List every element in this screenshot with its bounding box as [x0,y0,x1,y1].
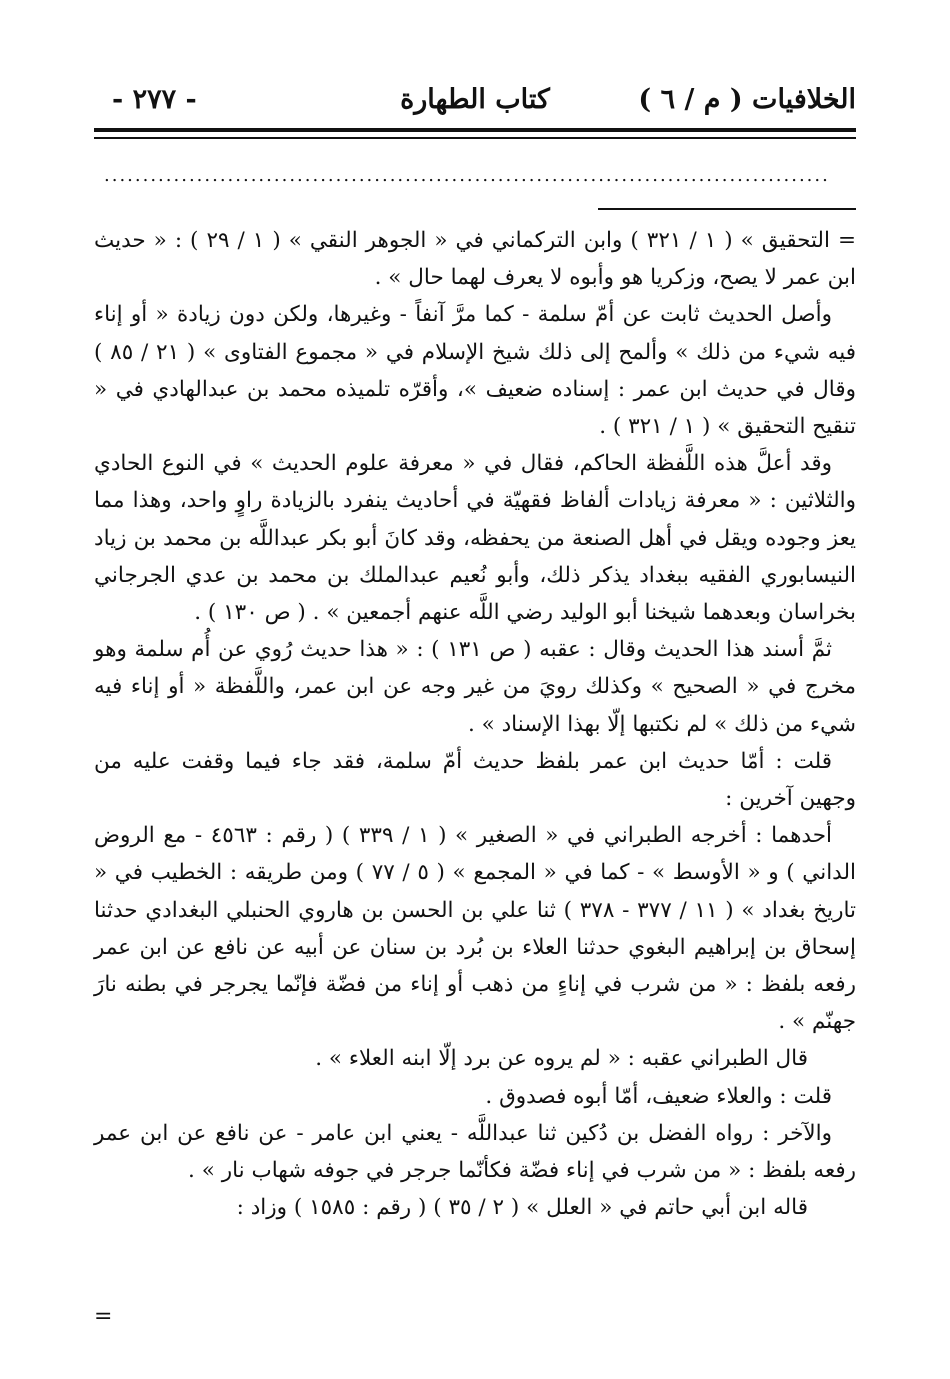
chapter-title: كتاب الطهارة [400,84,550,115]
paragraph: = التحقيق » ( ١ / ٣٢١ ) وابن التركماني في « الجوهر النقي » ( ١ / ٢٩ ) : « حديث ابن عمر لا يصح، وزكريا هو وأبوه لا يعرف لهما حال » . [94,228,856,291]
paragraph: قال الطبراني عقبه : « لم يروه عن برد إلّا ابنه العلاء » . [315,1046,808,1072]
paragraph: وأصل الحديث ثابت عن أمّ سلمة - كما مرَّ آنفاً - وغيرها، ولكن دون زيادة « أو إناء فيه شيء من ذلك » وألمح إلى ذلك شيخ الإسلام في « مجموع الفتاوى » ( ٢١ / ٨٥ ) وقال في حديث ابن عمر : إسناده ضعيف »، وأقرّه تلميذه محمد بن عبدالهادي في « تنقيح التحقيق » ( ١ / ٣٢١ ) . [94,302,856,440]
paragraph: وقد أعلَّ هذه اللَّفظة الحاكم، فقال في « معرفة علوم الحديث » في النوع الحادي والثلاثين : « معرفة زيادات ألفاظ فقهيّة في أحاديث ينفرد بالزيادة راوٍ واحد، وهذا مما يعز وجوده ويقل في أهل الصنعة من يحفظه، وقد كانَ أبو بكر عبداللَّه بن محمد بن زياد النيسابوري الفقيه ببغداد يذكر ذلك، وأبو نُعيم عبدالملك بن محمد بن عدي الجرجاني بخراسان وبعدهما شيخنا أبو الوليد رضي اللَّه عنهم أجمعين » . ( ص ١٣٠ ) . [94,451,856,626]
book-title: الخلافيات ( م / ٦ ) [638,84,856,115]
continuation-mark: = [94,1304,113,1329]
header-rule-thin [94,137,856,139]
page-number: - ٢٧٧ - [112,84,197,115]
paragraph: ثمَّ أسند هذا الحديث وقال : عقبه ( ص ١٣١ ) : « هذا حديث رُوي عن أُم سلمة وهو مخرج في « الصحيح » وكذلك رويَ من غير وجه عن ابن عمر، واللَّفظة « أو إناء فيه شيء من ذلك » لم نكتبها إلّا بهذا الإسناد » . [94,637,856,737]
footnote-body [94,222,856,1226]
header-rule-thick [94,128,856,132]
footnote-rule [598,208,856,210]
paragraph: قلت : أمّا حديث ابن عمر بلفظ حديث أمّ سلمة، فقد جاء فيما وقفت عليه من وجهين آخرين : [94,748,856,812]
dotted-separator: .............................................................................................. [104,166,830,186]
page-header [94,80,856,126]
paragraph: قلت : والعلاء ضعيف، أمّا أبوه فصدوق . [485,1083,832,1109]
paragraph: والآخر : رواه الفضل بن دُكين ثنا عبداللَّه - يعني ابن عامر - عن نافع عن ابن عمر رفعه بلفظ : « من شرب في إناء فضّة فكأنّما جرجر في جوفه شهاب نار » . [94,1120,856,1184]
paragraph: أحدهما : أخرجه الطبراني في « الصغير » ( ١ / ٣٣٩ ) ( رقم : ٤٥٦٣ - مع الروض الداني ) و « الأوسط » - كما في « المجمع » ( ٥ / ٧٧ ) ومن طريقه : الخطيب في « تاريخ بغداد » ( ١١ / ٣٧٧ - ٣٧٨ ) ثنا علي بن الحسن بن هاروي الحنبلي البغدادي حدثنا إسحاق بن إبراهيم البغوي حدثنا العلاء بن بُرد بن سنان عن أبيه عن نافع عن ابن عمر رفعه بلفظ : « من شرب في إناءٍ من ذهب أو إناء من فضّة فإنّما يجرجر في بطنه نارَ جهنّم » . [94,823,856,1035]
paragraph: قاله ابن أبي حاتم في « العلل » ( ٢ / ٣٥ ) ( رقم : ١٥٨٥ ) وزاد : [236,1195,808,1221]
